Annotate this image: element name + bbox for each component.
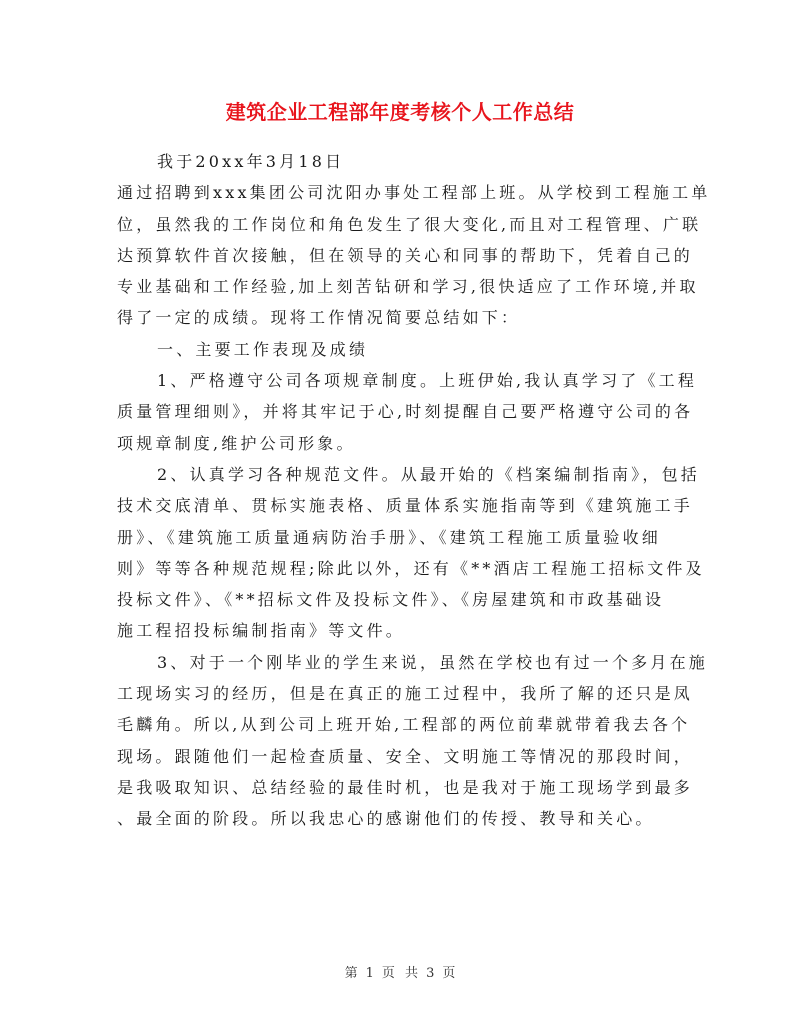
paragraph-line: 通过招聘到xxx集团公司沈阳办事处工程部上班。从学校到工程施工单 [117,183,711,203]
paragraph-line: 施工程招投标编制指南》等文件。 [117,621,406,641]
section-heading: 一、主要工作表现及成绩 [157,339,369,359]
paragraph-line: 我于20xx年3月18日 [157,152,345,171]
total-pages: 3 [426,966,435,981]
page-label-prefix: 第 [344,966,358,981]
paragraph-line: 专业基础和工作经验,加上刻苦钻研和学习,很快适应了工作环境,并取 [117,277,699,297]
paragraph-line: 投标文件》、《**招标文件及投标文件》、《房屋建筑和市政基础设 [117,590,665,610]
paragraph-line: 质量管理细则》，并将其牢记于心,时刻提醒自己要严格遵守公司的各 [117,402,694,422]
paragraph-line: 现场。跟随他们一起检查质量、安全、文明施工等情况的那段时间， [117,746,694,766]
page-footer [0,962,800,981]
paragraph-line: 位，虽然我的工作岗位和角色发生了很大变化,而且对工程管理、广联 [117,214,702,234]
paragraph-line: 册》、《建筑施工质量通病防治手册》、《建筑工程施工质量验收细 [117,527,662,547]
paragraph-line: 项规章制度,维护公司形象。 [117,433,356,453]
paragraph-line: 则》等等各种规范规程;除此以外，还有《**酒店工程施工招标文件及 [117,558,705,578]
paragraph-line: 、最全面的阶段。所以我忠心的感谢他们的传授、教导和关心。 [117,809,655,829]
paragraph-line: 得了一定的成绩。现将工作情况简要总结如下： [117,308,521,328]
paragraph-line: 技术交底清单、贯标实施表格、质量体系实施指南等到《建筑施工手 [117,496,694,516]
document-body [117,146,711,835]
paragraph-line: 3、对于一个刚毕业的学生来说，虽然在学校也有过一个多月在施 [157,652,708,672]
document-title: 建筑企业工程部年度考核个人工作总结 [225,100,575,124]
paragraph-line: 1、严格遵守公司各项规章制度。上班伊始,我认真学习了《工程 [157,371,698,391]
paragraph-line: 达预算软件首次接触，但在领导的关心和同事的帮助下，凭着自己的 [117,245,694,265]
paragraph-line: 是我吸取知识、总结经验的最佳时机，也是我对于施工现场学到最多 [117,777,694,797]
paragraph-line: 毛麟角。所以,从到公司上班开始,工程部的两位前辈就带着我去各个 [117,715,691,735]
current-page: 1 [365,966,374,981]
paragraph-line: 工现场实习的经历，但是在真正的施工过程中，我所了解的还只是凤 [117,684,694,704]
paragraph-line: 2、认真学习各种规范文件。从最开始的《档案编制指南》，包括 [157,464,700,484]
page-label-suffix: 页 [442,966,456,981]
page-label-mid: 页 共 [381,966,419,981]
